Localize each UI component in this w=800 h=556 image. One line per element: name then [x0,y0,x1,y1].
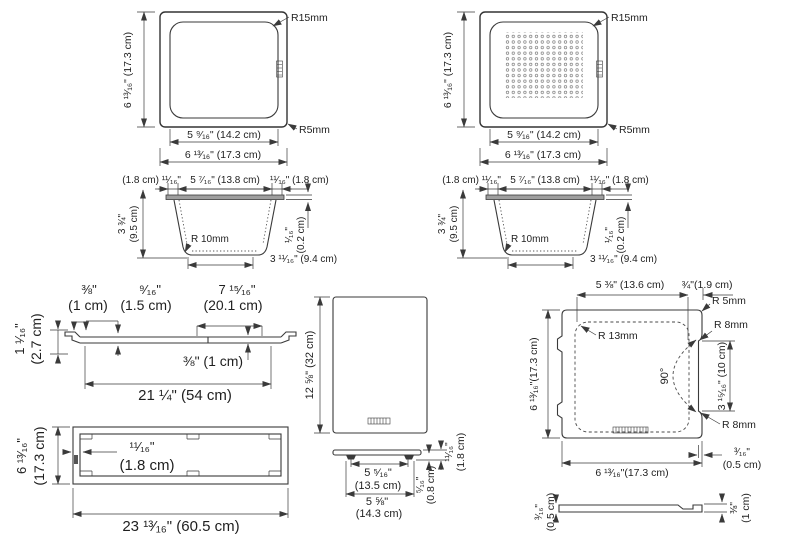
basket-outer-outline [160,12,287,127]
drawing-basket-top-view [122,12,330,166]
small-board-notch-dimension [702,341,735,411]
rail-span-inch-label: 7 ¹⁵⁄₁₆" [218,282,256,297]
small-board-r8-bottom-callout [701,413,756,431]
basket-inner-radius-label: R15mm [291,12,328,24]
board-foot-height-cm-label: (0.8 cm) [425,465,437,505]
board-feet-inner-dimension [351,457,408,492]
rail-span-dimension [197,326,262,336]
basket-inner-width-label: 5 ⁹⁄₁₆" (14.2 cm) [187,129,261,141]
profile-right-inch-label: ⅜" [729,502,740,514]
rail-slider-tabs [80,434,281,476]
small-board-height-label: 6 ¹³⁄₁₆"(17.3 cm) [528,337,540,411]
rail-width-inch-label: 6 ¹³⁄₁₆" [14,438,29,474]
board-height-label: 12 ⅝" (32 cm) [304,330,316,400]
section-base-width-dimension [188,254,337,269]
drawing-perforated-basket-section [437,175,657,269]
small-board-top-width-label: 5 ⅜" (13.6 cm) [595,279,665,291]
section-inner-width-label: 5 ⁷⁄₁₆" (13.8 cm) [190,175,260,186]
board-span-cm-label: (14.3 cm) [355,508,403,520]
section-offset-left-label: (1.8 cm) ¹¹⁄₁₆" [122,175,181,186]
small-board-r8-bottom-label: R 8mm [722,419,756,431]
profile-left-inch-label: ³⁄₁₆" [534,504,545,520]
small-board-angle-label: 90° [659,367,671,385]
basket-outer-radius-callout [288,124,330,136]
rail-height-inch-label: 1 ¹⁄₁₆" [12,323,27,355]
small-board-width-label: 6 ¹³⁄₁₆"(17.3 cm) [595,467,669,479]
small-board-r5-label: R 5mm [712,295,746,307]
board-side-outline [333,450,421,455]
drawing-basket-section [117,175,337,269]
basket-height-label: 6 ¹³⁄₁₆" (17.3 cm) [122,31,134,109]
drawing-board-front-view [304,297,427,433]
section-depth-cm-label: (9.5 cm) [129,205,140,243]
board-foot-height-inch-label: ⁵⁄₁₆" [415,476,426,494]
drawing-rail-top-view [14,426,288,535]
small-board-r5-callout [702,295,746,311]
basket-height-dimension [122,12,155,127]
rail-total-length-dimension [73,488,288,535]
small-board-edge-dimension [691,445,761,471]
small-board-profile-outline [559,505,702,512]
rail-height-dimension [50,322,68,362]
board-logo [368,418,390,424]
basket-inner-outline [170,22,278,118]
rail-step-inch-label: ⁹⁄₁₆" [139,282,161,297]
section-radius-callout [185,234,229,252]
board-span-inch-label: 5 ⅝" [365,496,389,508]
profile-right-cm-label: (1 cm) [740,493,752,523]
rail-wall-cm-label: (1.8 cm) [119,457,175,474]
rail-inner-outline [80,434,281,476]
small-board-edge-cm-label: (0.5 cm) [722,459,762,471]
board-feet-inch-label: 5 ⁵⁄₁₆" [364,467,392,479]
rail-height-cm-label: (2.7 cm) [28,313,44,365]
small-board-r8-top-label: R 8mm [714,319,748,331]
rail-thickness-dimension [183,327,248,369]
basket-outer-width-label: 6 ¹³⁄₁₆" (17.3 cm) [184,149,262,161]
board-foot-height-dimension [415,447,437,504]
section-bowl-outline [174,200,276,255]
small-board-height-dimension [528,310,560,438]
section-radius-label: R 10mm [191,234,229,245]
small-board-edge-inch-label: ³⁄₁₆" [734,447,750,458]
section-rim [166,195,284,200]
board-total-height-cm-label: (1.8 cm) [455,432,467,472]
rail-hook-cm-label: (1 cm) [68,297,108,313]
section-depth-inch-label: 3 ¾" [117,213,128,235]
rail-wall-inch-label: ¹¹⁄₁₆" [129,439,155,454]
board-height-dimension [304,297,330,433]
rail-hook-inch-label: ⅜" [81,282,97,297]
rail-clip [74,455,78,464]
basket-inner-width-dimension [170,129,278,146]
small-board-top-offset-label: ¾"(1.9 cm) [681,279,733,291]
section-offset-right-label: ¹¹⁄₁₆" (1.8 cm) [270,175,329,186]
perforation-grid [505,32,583,98]
rail-step-cm-label: (1.5 cm) [120,297,172,313]
board-total-height-inch-label: ¹¹⁄₁₆" [444,442,455,462]
section-lip-dimension [284,180,312,253]
basket-inner-radius-callout [273,12,328,26]
board-outline [333,297,427,433]
board-feet-cm-label: (13.5 cm) [354,480,402,492]
profile-right-thickness-dimension [704,493,752,523]
rail-length-label: 21 ¼" (54 cm) [138,387,232,404]
rail-total-length-label: 23 ¹³⁄₁₆" (60.5 cm) [122,518,240,535]
profile-left-thickness-dimension [534,493,557,532]
section-base-width-label: 3 ¹¹⁄₁₆" (9.4 cm) [270,254,338,265]
rail-width-cm-label: (17.3 cm) [31,426,47,486]
section-lip-inch-label: ¹⁄₁₆" [284,227,295,243]
small-board-r8-top-callout [700,319,748,340]
board-total-height-dimension [416,433,467,472]
basket-side-clip [277,61,283,77]
board-foot-right [404,455,414,460]
section-depth-dimension [117,190,187,258]
rail-span-cm-label: (20.1 cm) [203,297,263,313]
drawing-small-board-top-view [528,279,761,479]
small-board-width-dimension [562,441,702,479]
small-board-r13-label: R 13mm [598,330,638,342]
drawing-board-side-view [333,433,467,520]
profile-left-cm-label: (0.5 cm) [545,492,557,532]
basket-outer-width-dimension [160,148,287,166]
small-board-angle-dimension [659,340,696,412]
small-board-notch-height-label: 3 ¹⁵⁄₁₆" (10 cm) [716,341,728,411]
section-lip-cm-label: (0.2 cm) [296,216,307,254]
basket-outer-radius-label: R5mm [299,124,330,136]
rail-hook-dimension [74,321,118,330]
rail-width-dimension [14,426,70,485]
drawing-small-board-profile [534,493,752,532]
rail-profile-geometry [65,332,296,343]
small-board-r13-callout [581,326,638,342]
drawing-rail-side-view [12,282,296,404]
rail-thickness-label: ⅜" (1 cm) [182,353,244,369]
